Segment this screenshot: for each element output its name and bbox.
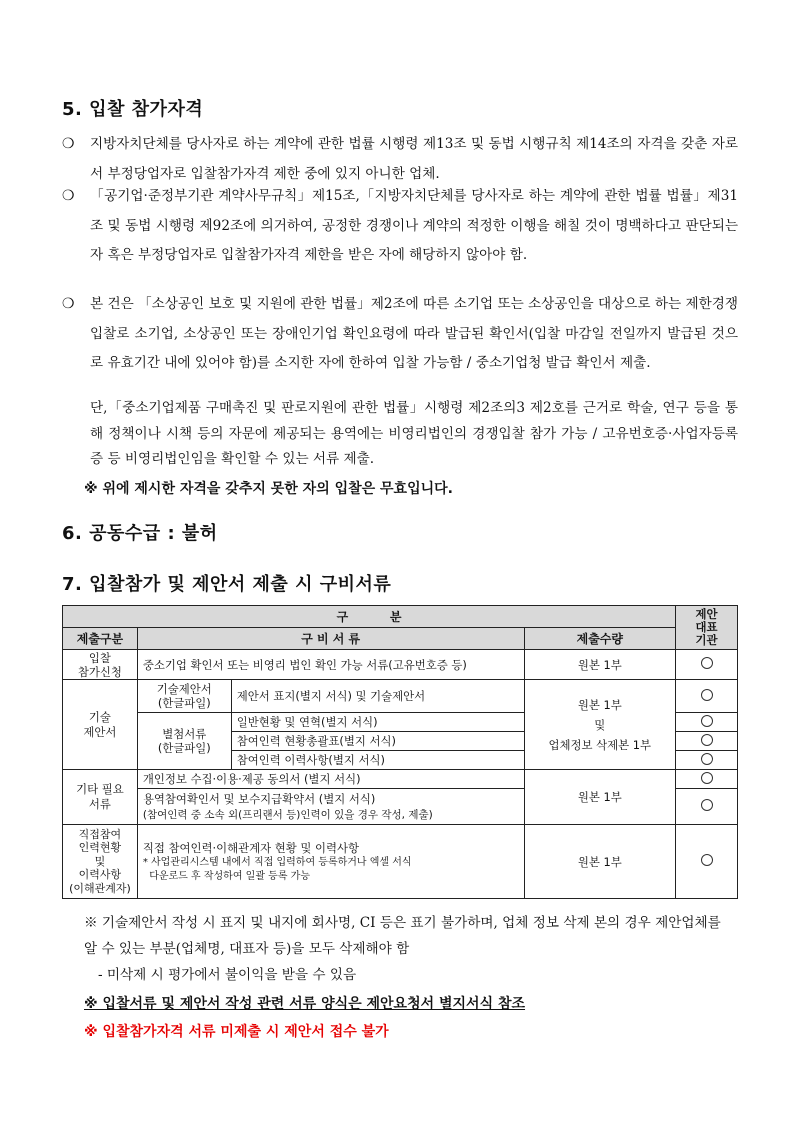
circle-mark-icon bbox=[701, 753, 713, 765]
row-document: 제안서 표지(별지 서식) 및 기술제안서 bbox=[231, 680, 524, 713]
circle-mark-icon bbox=[701, 854, 713, 866]
row-subcategory: 별첨서류 (한글파일) bbox=[137, 713, 231, 770]
circle-mark-icon bbox=[701, 715, 713, 727]
table-row bbox=[63, 650, 738, 680]
table-header-lead-agency: 제안 대표 기관 bbox=[676, 606, 738, 650]
footnote-forms-reference: ※ 입찰서류 및 제안서 작성 관련 서류 양식은 제안요청서 별지서식 참조 bbox=[84, 996, 526, 1012]
row-document: 중소기업 확인서 또는 비영리 법인 확인 가능 서류(고유번호증 등) bbox=[137, 650, 524, 680]
row-category: 입찰 참가신청 bbox=[63, 650, 138, 680]
circle-bullet-icon: ❍ bbox=[62, 296, 75, 312]
circle-mark-icon bbox=[701, 799, 713, 811]
invalid-bid-note: ※ 위에 제시한 자격을 갖추지 못한 자의 입찰은 무효입니다. bbox=[84, 481, 453, 497]
circle-bullet-icon: ❍ bbox=[62, 188, 75, 204]
row-quantity: 원본 1부 bbox=[524, 650, 676, 680]
table-row bbox=[63, 770, 738, 789]
row-document: 참여인력 이력사항(별지 서식) bbox=[231, 751, 524, 770]
lead-agency-mark bbox=[676, 680, 738, 713]
row-document-note: (참여인력 중 소속 외(프리랜서 등)인력이 있을 경우 작성, 제출) bbox=[142, 808, 433, 821]
lead-agency-mark bbox=[676, 770, 738, 789]
lead-agency-mark bbox=[676, 751, 738, 770]
row-category: 기타 필요 서류 bbox=[63, 770, 138, 825]
required-documents-table bbox=[62, 605, 738, 899]
row-subcategory: 기술제안서 (한글파일) bbox=[137, 680, 231, 713]
qualification-exception: 단,「중소기업제품 구매촉진 및 판로지원에 관한 법률」시행령 제2조의3 제2호를 근거로 학술, 연구 등을 통해 정책이나 시책 등의 자문에 제공되는 용역에는 비영리법인의 경쟁입찰 참가 가능 / 고유번호증·사업자등록증 등 비영리법인임을 확인할 수 있는 서류 제출. bbox=[90, 400, 738, 467]
qualification-item-2: ❍ 「공기업·준정부기관 계약사무규칙」제15조,「지방자치단체를 당사자로 하는 계약에 관한 법률 법률」제31조 및 동법 시행령 제92조에 의거하여, 공정한 경쟁이나 계약의 적정한 이행을 해칠 것이 명백하다고 판단되는 자 혹은 부정당업자로 입찰참가자격 제한을 받은 자에 해당하지 않아야 함. bbox=[62, 182, 738, 271]
circle-mark-icon bbox=[701, 734, 713, 746]
footnote-tech-proposal: ※ 기술제안서 작성 시 표지 및 내지에 회사명, CI 등은 표기 불가하며, 업체 정보 삭제 본의 경우 제안업체를 알 수 있는 부분(업체명, 대표자 등)을 모두 삭제해야 함 bbox=[84, 915, 721, 957]
lead-agency-mark bbox=[676, 789, 738, 825]
row-category: 직접참여 인력현황 및 이력사항 (이해관계자) bbox=[63, 825, 138, 899]
section-5-title: 5. 입찰 참가자격 bbox=[62, 99, 204, 120]
row-document: 개인정보 수집·이용·제공 동의서 (별지 서식) bbox=[137, 770, 524, 789]
table-row bbox=[63, 825, 738, 899]
table-header-documents: 구 비 서 류 bbox=[137, 628, 524, 650]
table-header-category: 제출구분 bbox=[63, 628, 138, 650]
circle-bullet-icon: ❍ bbox=[62, 136, 75, 152]
row-document: 일반현황 및 연혁(별지 서식) bbox=[231, 713, 524, 732]
footnote-rejection-warning: ※ 입찰참가자격 서류 미제출 시 제안서 접수 불가 bbox=[84, 1024, 389, 1040]
row-document-note: * 사업관리시스템 내에서 직접 입력하여 등록하거나 엑셀 서식 다운로드 후 작성하여 일괄 등록 가능 bbox=[142, 856, 412, 882]
section-7-title: 7. 입찰참가 및 제안서 제출 시 구비서류 bbox=[62, 574, 392, 595]
table-header-quantity: 제출수량 bbox=[524, 628, 676, 650]
lead-agency-mark bbox=[676, 732, 738, 751]
row-document: 참여인력 현황총괄표(별지 서식) bbox=[231, 732, 524, 751]
circle-mark-icon bbox=[701, 772, 713, 784]
row-document bbox=[137, 789, 524, 825]
circle-mark-icon bbox=[701, 689, 713, 701]
row-quantity: 원본 1부 bbox=[524, 825, 676, 899]
section-6-title: 6. 공동수급 : 불허 bbox=[62, 523, 218, 544]
row-category: 기술 제안서 bbox=[63, 680, 138, 770]
qualification-item-3: ❍ 본 건은 「소상공인 보호 및 지원에 관한 법률」제2조에 따른 소기업 또는 소상공인을 대상으로 하는 제한경쟁입찰로 소기업, 소상공인 또는 장애인기업 확인요령에 따라 발급된 확인서(입찰 마감일 전일까지 발급된 것으로 유효기간 내에 있어야 함)를 소지한 자에 한하여 입찰 가능함 / 중소기업청 발급 확인서 제출. bbox=[62, 290, 738, 379]
row-quantity: 원본 1부 및 업체정보 삭제본 1부 bbox=[524, 680, 676, 770]
table-row bbox=[63, 680, 738, 713]
qualification-item-1: ❍ 지방자치단체를 당사자로 하는 계약에 관한 법률 시행령 제13조 및 동법 시행규칙 제14조의 자격을 갖춘 자로서 부정당업자로 입찰참가자격 제한 중에 있지 아니한 업체. bbox=[62, 130, 738, 189]
table-header-group: 구 분 bbox=[63, 606, 676, 628]
row-quantity: 원본 1부 bbox=[524, 770, 676, 825]
row-document-main: 용역참여확인서 및 보수지급확약서 (별지 서식) bbox=[142, 791, 376, 806]
lead-agency-mark bbox=[676, 825, 738, 899]
row-document bbox=[137, 825, 524, 899]
lead-agency-mark bbox=[676, 713, 738, 732]
row-document-main: 직접 참여인력·이해관계자 현황 및 이력사항 bbox=[142, 840, 360, 855]
footnote-penalty: - 미삭제 시 평가에서 불이익을 받을 수 있음 bbox=[98, 967, 357, 983]
lead-agency-mark bbox=[676, 650, 738, 680]
circle-mark-icon bbox=[701, 657, 713, 669]
